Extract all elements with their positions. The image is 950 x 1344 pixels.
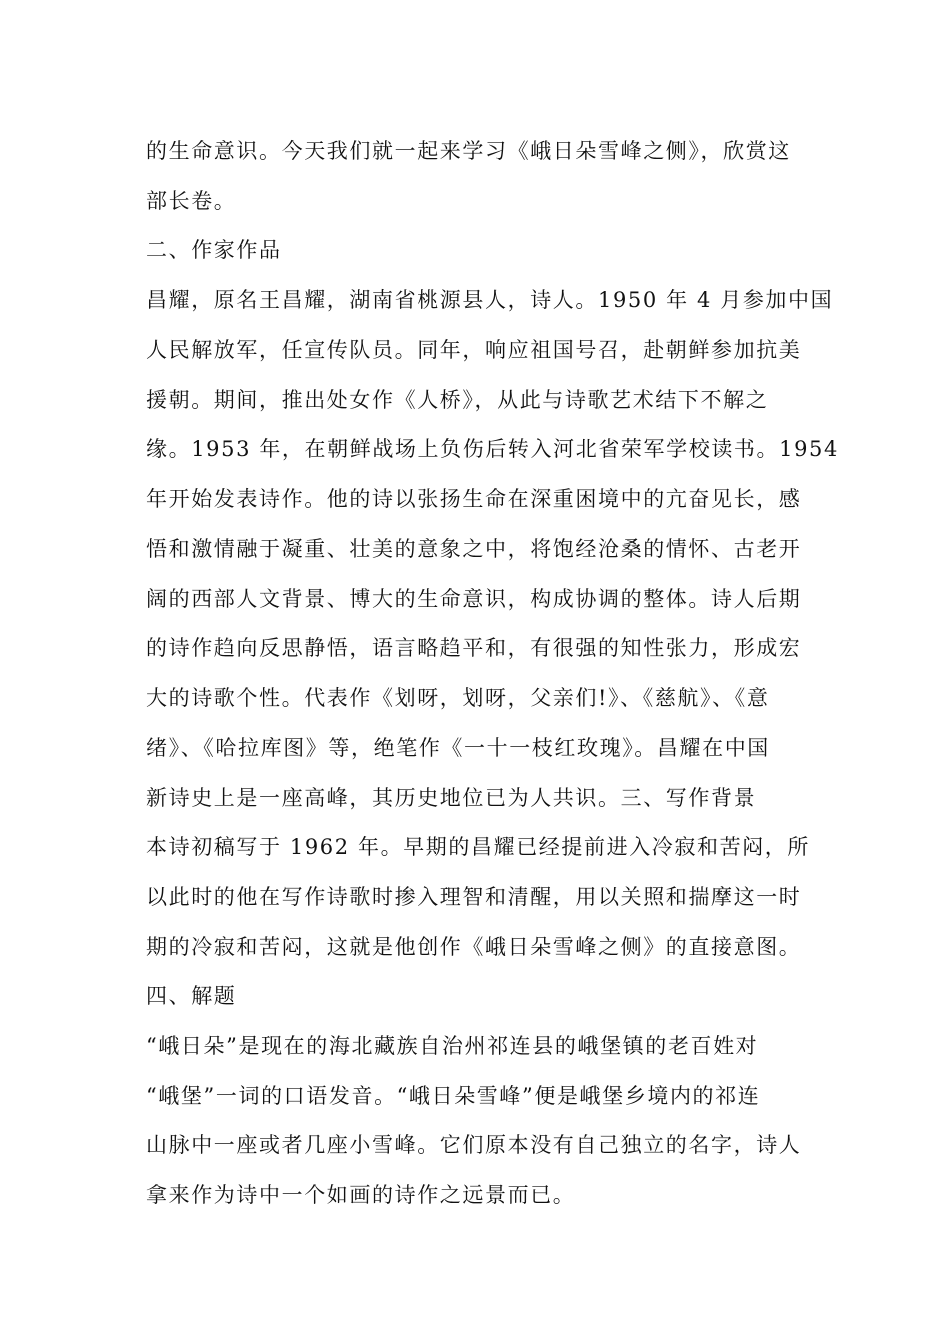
text-line: 昌耀，原名王昌耀，湖南省桃源县人，诗人。1950 年 4 月参加中国 bbox=[146, 288, 834, 312]
text-line: 的诗作趋向反思静悟，语言略趋平和，有很强的知性张力，形成宏 bbox=[146, 636, 802, 660]
text-line: 的生命意识。今天我们就一起来学习《峨日朵雪峰之侧》，欣赏这 bbox=[146, 139, 791, 163]
text-line: 拿来作为诗中一个如画的诗作之远景而已。 bbox=[146, 1183, 576, 1207]
text-line: 缘。1953 年，在朝鲜战场上负伤后转入河北省荣军学校读书。1954 bbox=[146, 437, 839, 461]
text-line: 山脉中一座或者几座小雪峰。它们原本没有自己独立的名字，诗人 bbox=[146, 1133, 802, 1157]
text-line: 援朝。期间，推出处女作《人桥》，从此与诗歌艺术结下不解之 bbox=[146, 388, 769, 412]
text-line: 以此时的他在写作诗歌时掺入理智和清醒，用以关照和揣摩这一时 bbox=[146, 885, 802, 909]
text-line: “峨日朵”是现在的海北藏族自治州祁连县的峨堡镇的老百姓对 bbox=[146, 1034, 759, 1058]
section-heading: 四、解题 bbox=[146, 984, 237, 1008]
text-line: 新诗史上是一座高峰，其历史地位已为人共识。三、写作背景 bbox=[146, 786, 757, 810]
text-line: 本诗初稿写于 1962 年。早期的昌耀已经提前进入冷寂和苦闷，所 bbox=[146, 835, 810, 859]
section-heading: 二、作家作品 bbox=[146, 238, 282, 262]
text-line: 阔的西部人文背景、博大的生命意识，构成协调的整体。诗人后期 bbox=[146, 587, 802, 611]
text-line: 悟和激情融于凝重、壮美的意象之中，将饱经沧桑的情怀、古老开 bbox=[146, 537, 802, 561]
text-line: “峨堡”一词的口语发音。“峨日朵雪峰”便是峨堡乡境内的祁连 bbox=[146, 1084, 761, 1108]
text-line: 人民解放军，任宣传队员。同年，响应祖国号召，赴朝鲜参加抗美 bbox=[146, 338, 802, 362]
text-line: 绪》、《哈拉库图》等，绝笔作《一十一枝红玫瑰》。昌耀在中国 bbox=[146, 736, 770, 760]
text-line: 大的诗歌个性。代表作《划呀，划呀，父亲们!》、《慈航》、《意 bbox=[146, 686, 770, 710]
text-line: 年开始发表诗作。他的诗以张扬生命在深重困境中的亢奋见长，感 bbox=[146, 487, 802, 511]
text-line: 部长卷。 bbox=[146, 189, 237, 213]
text-line: 期的冷寂和苦闷，这就是他创作《峨日朵雪峰之侧》的直接意图。 bbox=[146, 935, 802, 959]
